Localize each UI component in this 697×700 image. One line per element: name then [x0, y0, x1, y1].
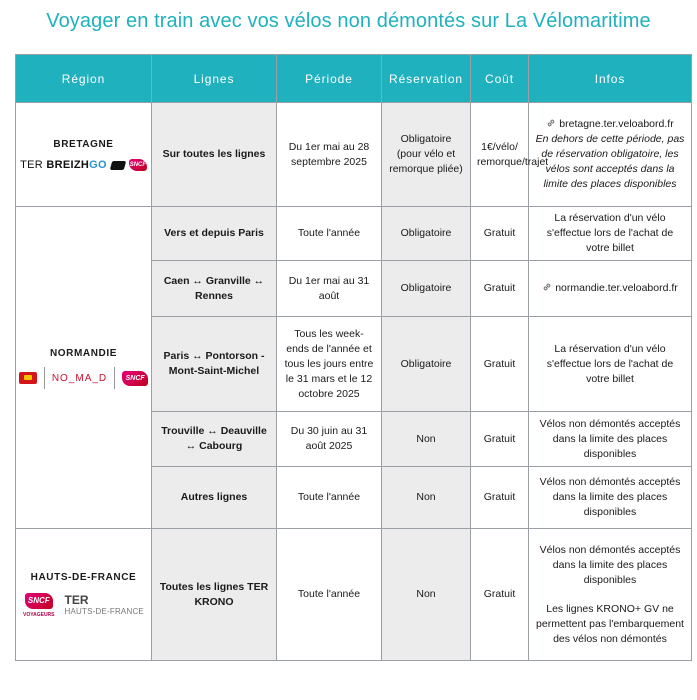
logo-divider	[114, 367, 115, 389]
sncf-logo: SNCF	[129, 159, 147, 171]
infos-link[interactable]: normandie.ter.veloabord.fr	[555, 282, 678, 294]
region-normandie	[16, 207, 152, 529]
cell-reservation: Non	[382, 412, 471, 467]
logo-go-text: GO	[89, 158, 107, 171]
bike-transport-table	[15, 54, 692, 661]
table-row	[16, 207, 692, 261]
table-header-row	[16, 55, 692, 103]
nomad-logo: NO_MA_D	[51, 372, 108, 384]
cell-lignes: Vers et depuis Paris	[152, 207, 277, 261]
cell-reservation: Non	[382, 467, 471, 529]
cell-infos: Vélos non démontés acceptés dans la limite des places disponibles	[529, 467, 692, 529]
sncf-logo: SNCF	[25, 593, 53, 609]
cell-periode: Toute l'année	[277, 467, 382, 529]
sncf-voyageurs-logo	[23, 593, 55, 619]
cell-cout: Gratuit	[471, 467, 529, 529]
page-title: Voyager en train avec vos vélos non démontés sur La Vélomaritime	[46, 10, 651, 32]
hdf-logos	[16, 593, 151, 619]
infos-link-line[interactable]	[535, 117, 685, 132]
sncf-logo: SNCF	[122, 371, 148, 386]
region-name: HAUTS-DE-FRANCE	[30, 572, 137, 583]
normandie-logos	[16, 367, 151, 389]
ter-breizhgo-logo	[16, 158, 151, 173]
sncf-voyageurs-text: VOYAGEURS	[23, 612, 55, 618]
header-lignes: Lignes	[152, 55, 277, 103]
cell-periode: Tous les week-ends de l'année et tous les jours entre le 31 mars et le 12 octobre 2025	[277, 317, 382, 412]
infos-link[interactable]: bretagne.ter.veloabord.fr	[559, 118, 674, 130]
region-name: BRETAGNE	[53, 138, 114, 150]
cell-periode: Toute l'année	[277, 207, 382, 261]
ter-hdf-subtitle: HAUTS-DE-FRANCE	[64, 607, 144, 616]
cell-cout: Gratuit	[471, 261, 529, 317]
infos-text-2: Les lignes KRONO+ GV ne permettent pas l'embarquement des vélos non démontés	[536, 602, 684, 645]
header-periode: Période	[277, 55, 382, 103]
cell-periode: Du 30 juin au 31 août 2025	[277, 412, 382, 467]
infos-text: Vélos non démontés acceptés dans la limite des places disponibles	[539, 543, 681, 586]
cell-reservation: Obligatoire (pour vélo et remorque pliée)	[382, 103, 471, 207]
region-bretagne	[16, 103, 152, 207]
header-region: Région	[16, 55, 152, 103]
cell-cout: Gratuit	[471, 412, 529, 467]
cell-lignes: Trouville ↔ Deauville ↔ Cabourg	[152, 412, 277, 467]
cell-reservation: Obligatoire	[382, 261, 471, 317]
normandie-region-icon	[19, 372, 37, 384]
cell-periode: Du 1er mai au 31 août	[277, 261, 382, 317]
cell-infos	[529, 103, 692, 207]
header-cout: Coût	[471, 55, 529, 103]
region-name: NORMANDIE	[49, 348, 118, 359]
cell-infos: Vélos non démontés acceptés dans la limite des places disponibles	[529, 412, 692, 467]
cell-reservation: Obligatoire	[382, 317, 471, 412]
logo-breizh-text: BREIZH	[46, 158, 90, 171]
cell-infos: La réservation d'un vélo s'effectue lors de l'achat de votre billet	[529, 317, 692, 412]
logo-ter-text: TER	[20, 158, 47, 171]
infos-link-line[interactable]	[535, 281, 685, 296]
cell-lignes: Caen ↔ Granville ↔ Rennes	[152, 261, 277, 317]
infos-text: En dehors de cette période, pas de réservation obligatoire, les vélos sont acceptés dans la limite des places disponibles	[535, 133, 685, 190]
header-reservation: Réservation	[382, 55, 471, 103]
breizhgo-icon	[110, 161, 126, 170]
link-icon	[546, 118, 556, 128]
cell-lignes: Paris ↔ Pontorson - Mont-Saint-Michel	[152, 317, 277, 412]
cell-cout: 1€/vélo/ remorque/trajet	[471, 103, 529, 207]
cell-infos: La réservation d'un vélo s'effectue lors de l'achat de votre billet	[529, 207, 692, 261]
cell-periode: Du 1er mai au 28 septembre 2025	[277, 103, 382, 207]
ter-hdf-logo	[65, 595, 144, 617]
ter-hdf-title: TER	[64, 593, 89, 607]
cell-lignes: Sur toutes les lignes	[152, 103, 277, 207]
logo-divider	[44, 367, 45, 389]
cell-infos	[529, 261, 692, 317]
cell-periode: Toute l'année	[277, 529, 382, 661]
paragraph-gap	[535, 588, 685, 602]
table-row	[16, 529, 692, 661]
table-row	[16, 103, 692, 207]
cell-lignes: Toutes les lignes TER KRONO	[152, 529, 277, 661]
region-hauts-de-france	[16, 529, 152, 661]
cell-cout: Gratuit	[471, 207, 529, 261]
cell-cout: Gratuit	[471, 529, 529, 661]
cell-reservation: Non	[382, 529, 471, 661]
cell-cout: Gratuit	[471, 317, 529, 412]
header-infos: Infos	[529, 55, 692, 103]
link-icon	[542, 282, 552, 292]
cell-infos	[529, 529, 692, 661]
cell-lignes: Autres lignes	[152, 467, 277, 529]
cell-reservation: Obligatoire	[382, 207, 471, 261]
